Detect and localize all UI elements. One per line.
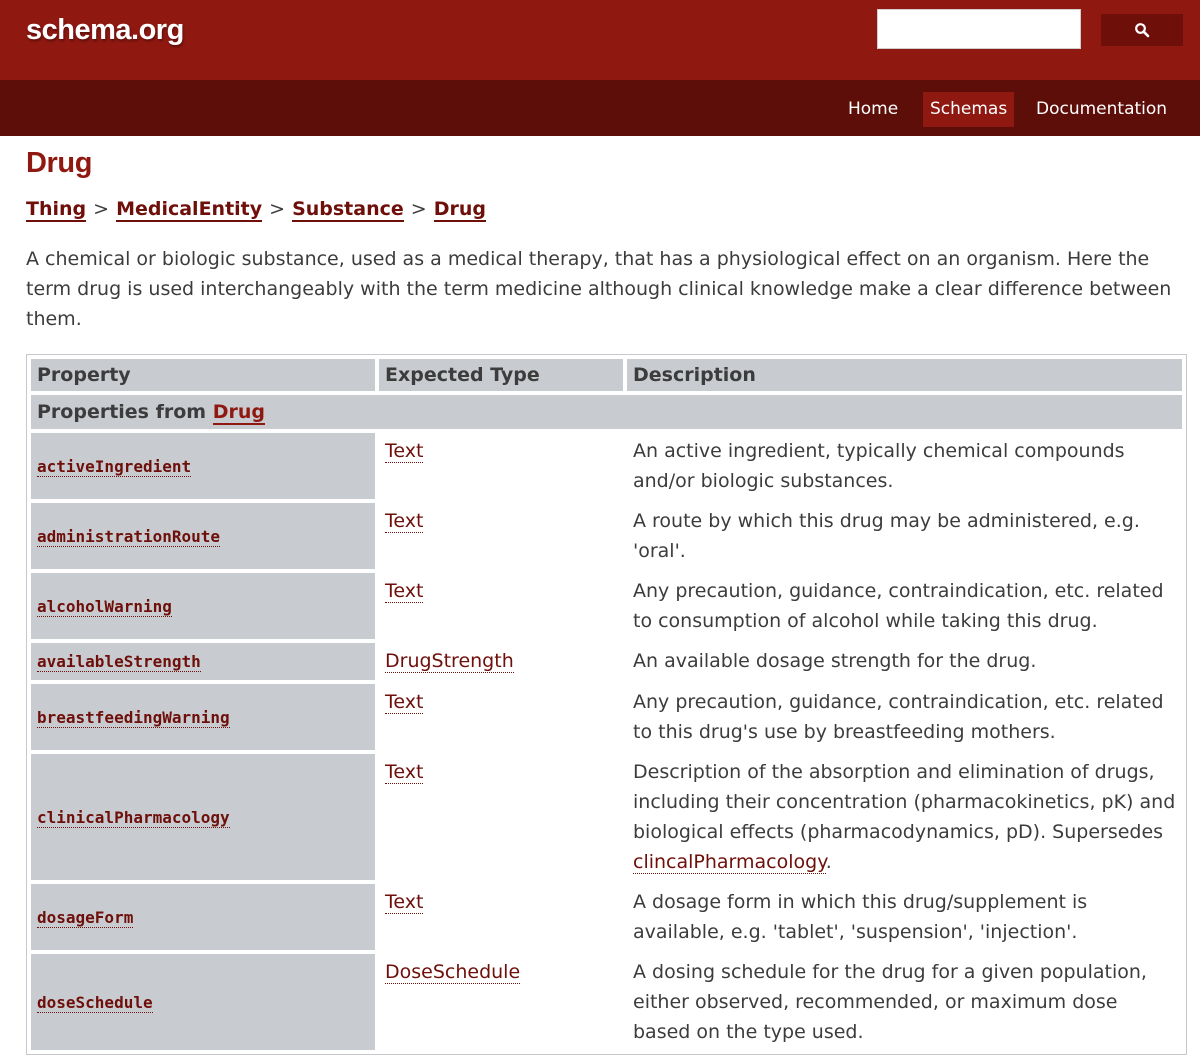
table-row: [31, 643, 1182, 680]
breadcrumb-substance[interactable]: Substance: [292, 198, 404, 220]
property-link-doseSchedule[interactable]: doseSchedule: [37, 992, 153, 1012]
expected-type-cell: [379, 884, 623, 950]
breadcrumb-thing[interactable]: Thing: [26, 198, 87, 220]
supersedes-link[interactable]: clincalPharmacology: [633, 851, 826, 873]
expected-type-cell: [379, 503, 623, 569]
search-input[interactable]: [877, 9, 1081, 49]
site-logo[interactable]: schema.org: [26, 14, 184, 46]
table-row: [31, 503, 1182, 569]
table-row: [31, 573, 1182, 639]
property-link-availableStrength[interactable]: availableStrength: [37, 652, 201, 671]
expected-type-cell: [379, 643, 623, 680]
expected-type-cell: [379, 684, 623, 750]
description-text: Any precaution, guidance, contraindication, etc. related to this drug's use by breastfeeding mothers.: [633, 691, 1164, 743]
description-text: A route by which this drug may be administered, e.g. 'oral'.: [633, 510, 1140, 562]
description-text: An available dosage strength for the drug.: [633, 650, 1037, 672]
nav-documentation[interactable]: Documentation: [1036, 99, 1168, 119]
table-row: [31, 754, 1182, 880]
type-link[interactable]: DrugStrength: [385, 650, 514, 672]
type-link[interactable]: Text: [385, 691, 424, 713]
site-header: [0, 0, 1200, 80]
section-drug-link[interactable]: Drug: [212, 401, 266, 423]
header-property: Property: [31, 359, 375, 391]
search-icon: [1134, 22, 1150, 38]
section-heading: [31, 395, 1182, 429]
expected-type-cell: [379, 954, 623, 1050]
property-link-activeIngredient[interactable]: activeIngredient: [37, 456, 192, 476]
type-link[interactable]: Text: [385, 891, 424, 913]
description-text: Description of the absorption and elimination of drugs, including their concentration (pharmacokinetics, pK) and biological effects (pharmacodynamics, pD). Supersedes: [633, 761, 1176, 843]
description-cell: [627, 503, 1182, 569]
type-link[interactable]: Text: [385, 440, 424, 462]
header-description: Description: [627, 359, 1182, 391]
description-text: Any precaution, guidance, contraindication, etc. related to consumption of alcohol while taking this drug.: [633, 580, 1164, 632]
property-cell: [31, 754, 375, 880]
property-cell: [31, 573, 375, 639]
type-link[interactable]: Text: [385, 510, 424, 532]
breadcrumb: [26, 196, 1174, 222]
description-cell: [627, 684, 1182, 750]
breadcrumb-separator: >: [269, 198, 286, 220]
type-link[interactable]: DoseSchedule: [385, 961, 521, 983]
property-cell: [31, 503, 375, 569]
main-nav: [0, 80, 1200, 136]
description-cell: [627, 884, 1182, 950]
type-link[interactable]: Text: [385, 761, 424, 783]
header-expected-type: Expected Type: [379, 359, 623, 391]
table-row: [31, 954, 1182, 1050]
property-link-alcoholWarning[interactable]: alcoholWarning: [37, 596, 172, 616]
table-row: [31, 433, 1182, 499]
table-row: [31, 884, 1182, 950]
properties-table: [26, 354, 1187, 1055]
expected-type-cell: [379, 433, 623, 499]
description-cell: [627, 954, 1182, 1050]
property-link-administrationRoute[interactable]: administrationRoute: [37, 526, 221, 546]
description-cell: [627, 643, 1182, 680]
description-end: .: [825, 851, 832, 873]
breadcrumb-separator: >: [410, 198, 427, 220]
description-text: An active ingredient, typically chemical compounds and/or biologic substances.: [633, 440, 1125, 492]
section-prefix: Properties from: [37, 401, 207, 423]
nav-schemas[interactable]: Schemas: [923, 92, 1014, 127]
property-link-dosageForm[interactable]: dosageForm: [37, 907, 134, 927]
property-cell: [31, 684, 375, 750]
table-header-row: [31, 359, 1182, 391]
table-row: [31, 684, 1182, 750]
property-link-clinicalPharmacology[interactable]: clinicalPharmacology: [37, 807, 230, 827]
description-text: A dosing schedule for the drug for a given population, either observed, recommended, or maximum dose based on the type used.: [633, 961, 1147, 1043]
search-button[interactable]: [1101, 14, 1183, 46]
property-cell: [31, 433, 375, 499]
property-link-breastfeedingWarning[interactable]: breastfeedingWarning: [37, 707, 230, 727]
expected-type-cell: [379, 573, 623, 639]
section-row: [31, 395, 1182, 429]
type-link[interactable]: Text: [385, 580, 424, 602]
expected-type-cell: [379, 754, 623, 880]
property-cell: [31, 884, 375, 950]
property-cell: [31, 643, 375, 680]
description-cell: [627, 754, 1182, 880]
type-description: A chemical or biologic substance, used as a medical therapy, that has a physiological effect on an organism. Here the term drug is used interchangeably with the term medicine although clinical knowledge make a clear difference between them.: [26, 248, 1172, 330]
description-text: A dosage form in which this drug/supplement is available, e.g. 'tablet', 'suspension', 'injection'.: [633, 891, 1088, 943]
property-cell: [31, 954, 375, 1050]
description-cell: [627, 433, 1182, 499]
description-cell: [627, 573, 1182, 639]
breadcrumb-medicalentity[interactable]: MedicalEntity: [116, 198, 263, 220]
main-content: [0, 144, 1200, 1055]
breadcrumb-drug[interactable]: Drug: [433, 198, 486, 220]
page-title: Drug: [26, 147, 93, 179]
nav-home[interactable]: Home: [848, 99, 899, 119]
breadcrumb-separator: >: [93, 198, 110, 220]
